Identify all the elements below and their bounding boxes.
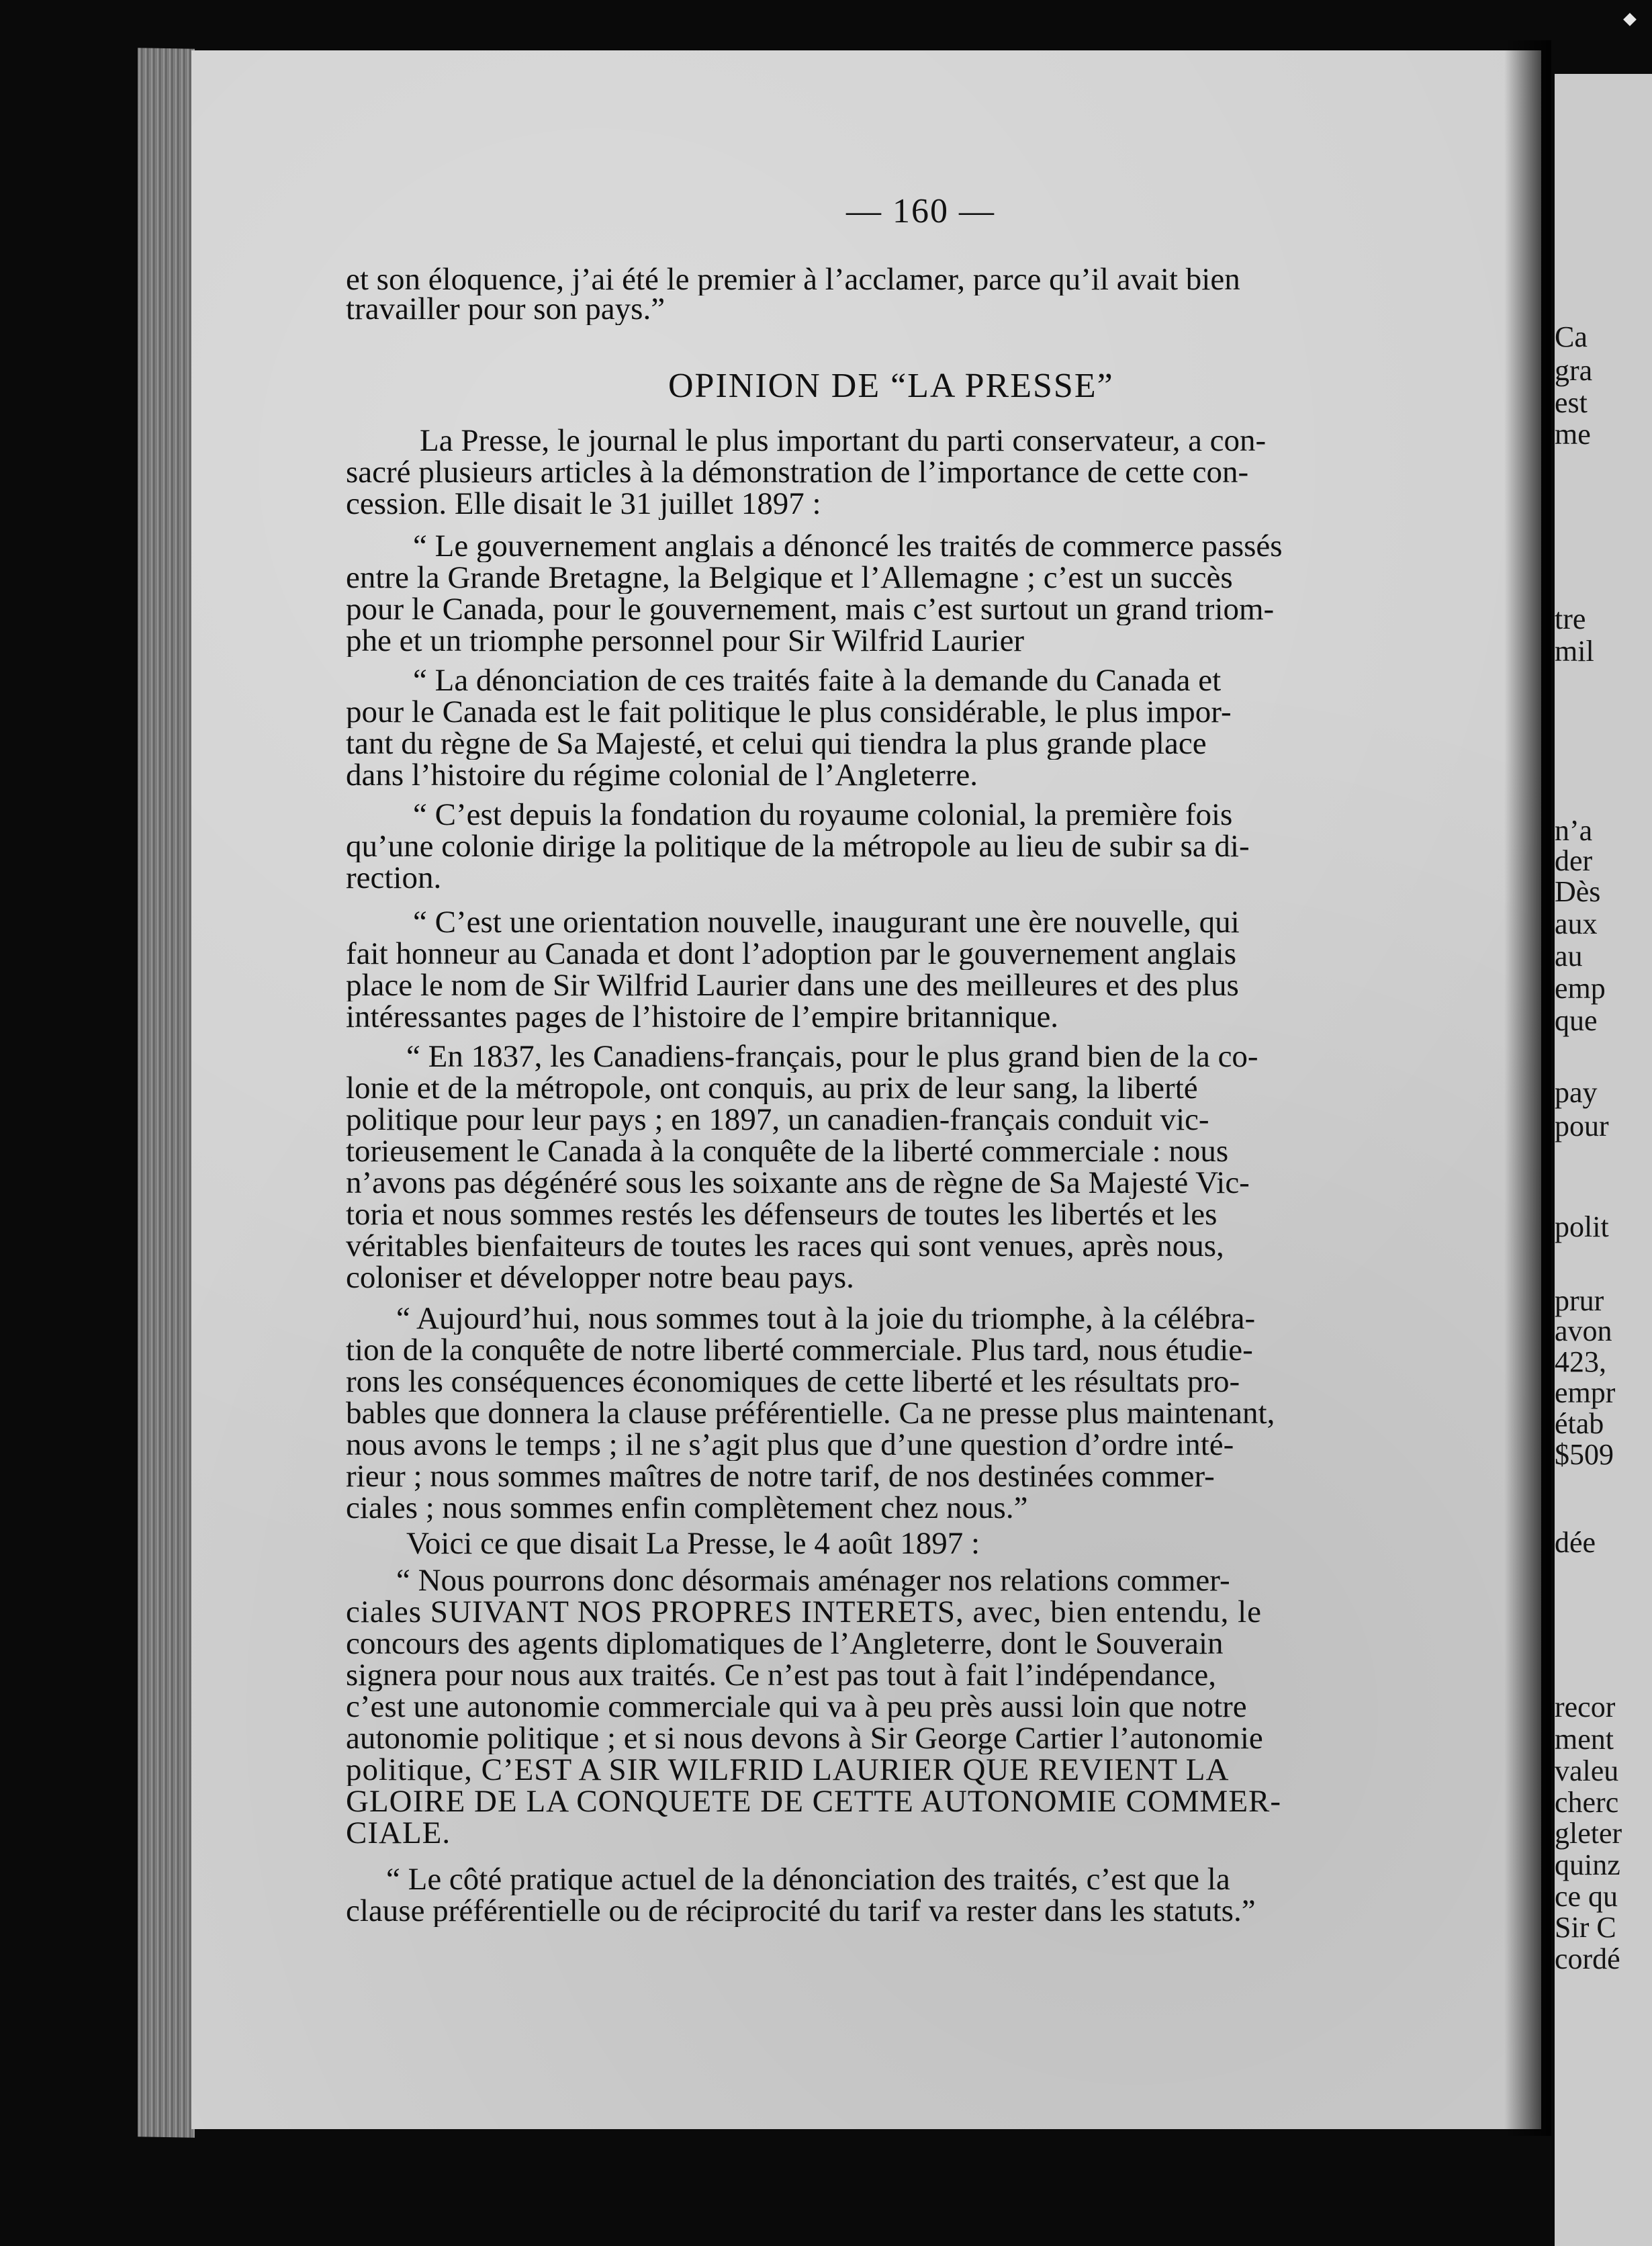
text-line: et son éloquence, j’ai été le premier à l’acclamer, parce qu’il avait bien	[346, 264, 1240, 296]
text-line: clause préférentielle ou de réciprocité du tarif va rester dans les statuts.”	[346, 1895, 1256, 1927]
section-heading: OPINION DE “LA PRESSE”	[668, 367, 1114, 405]
text-line: pour le Canada est le fait politique le plus considérable, le plus impor-	[346, 697, 1232, 728]
text-line: concours des agents diplomatiques de l’Angleterre, dont le Souverain	[346, 1628, 1224, 1660]
text-line: GLOIRE DE LA CONQUETE DE CETTE AUTONOMIE COMMER-	[346, 1786, 1282, 1817]
text-line: autonomie politique ; et si nous devons à Sir George Cartier l’autonomie	[346, 1723, 1263, 1754]
adjacent-page-fragment	[1555, 74, 1652, 2246]
text-line: “ Nous pourrons donc désormais aménager nos relations commer-	[396, 1565, 1230, 1597]
text-line: pour le Canada, pour le gouvernement, mais c’est surtout un grand triom-	[346, 594, 1275, 625]
fragment-line: valeu	[1555, 1754, 1619, 1787]
text-line: phe et un triomphe personnel pour Sir Wilfrid Laurier	[346, 625, 1025, 657]
fragment-line: Ca	[1555, 320, 1588, 353]
fragment-line: emp	[1555, 972, 1606, 1005]
text-line: “ Le côté pratique actuel de la dénonciation des traités, c’est que la	[386, 1864, 1230, 1895]
text-line: “ En 1837, les Canadiens-français, pour le plus grand bien de la co-	[406, 1041, 1258, 1073]
text-line: “ C’est une orientation nouvelle, inaugurant une ère nouvelle, qui	[413, 907, 1240, 938]
fragment-line: Dès	[1555, 875, 1601, 908]
text-line: place le nom de Sir Wilfrid Laurier dans une des meilleures et des plus	[346, 970, 1239, 1001]
text-line: fait honneur au Canada et dont l’adoption par le gouvernement anglais	[346, 938, 1237, 970]
text-line: intéressantes pages de l’histoire de l’empire britannique.	[346, 1001, 1059, 1033]
text-line: tion de la conquête de notre liberté commerciale. Plus tard, nous étudie-	[346, 1335, 1253, 1366]
text-line: sacré plusieurs articles à la démonstration de l’importance de cette con-	[346, 457, 1249, 488]
text-line: coloniser et développer notre beau pays.	[346, 1262, 854, 1294]
text-line: rons les conséquences économiques de cette liberté et les résultats pro-	[346, 1366, 1240, 1398]
text-line: entre la Grande Bretagne, la Belgique et l’Allemagne ; c’est un succès	[346, 562, 1233, 594]
text-line: signera pour nous aux traités. Ce n’est pas tout à fait l’indépendance,	[346, 1660, 1217, 1691]
fragment-line: der	[1555, 844, 1593, 877]
text-line: travailler pour son pays.”	[346, 294, 666, 325]
text-line: torieusement le Canada à la conquête de la liberté commerciale : nous	[346, 1136, 1229, 1167]
text-line: CIALE.	[346, 1817, 451, 1849]
text-line: ciales ; nous sommes enfin complètement chez nous.”	[346, 1492, 1028, 1524]
fragment-line: ce qu	[1555, 1880, 1618, 1913]
book-spine-shadow	[1504, 40, 1551, 2136]
fragment-line: gra	[1555, 354, 1593, 387]
text-line: qu’une colonie dirige la politique de la métropole au lieu de subir sa di-	[346, 831, 1250, 862]
text-line: “ C’est depuis la fondation du royaume colonial, la première fois	[413, 799, 1233, 831]
fragment-line: aux	[1555, 907, 1598, 940]
fragment-line: Sir C	[1555, 1911, 1616, 1944]
fragment-line: que	[1555, 1004, 1598, 1037]
text-line: c’est une autonomie commerciale qui va à peu près aussi loin que notre	[346, 1691, 1247, 1723]
text-line: “ La dénonciation de ces traités faite à la demande du Canada et	[413, 665, 1222, 697]
fragment-line: $509	[1555, 1438, 1614, 1471]
text-line: “ Le gouvernement anglais a dénoncé les traités de commerce passés	[413, 531, 1283, 562]
text-line: politique pour leur pays ; en 1897, un canadien-français conduit vic-	[346, 1104, 1209, 1136]
fragment-line: me	[1555, 418, 1591, 451]
text-line: nous avons le temps ; il ne s’agit plus que d’une question d’ordre inté-	[346, 1429, 1234, 1461]
fragment-line: tre	[1555, 602, 1586, 635]
fragment-line: polit	[1555, 1210, 1609, 1243]
fragment-line: cherc	[1555, 1786, 1619, 1819]
text-line: bables que donnera la clause préférentielle. Ca ne presse plus maintenant,	[346, 1398, 1275, 1429]
fragment-line: dée	[1555, 1526, 1596, 1559]
text-line: La Presse, le journal le plus important du parti conservateur, a con-	[420, 425, 1267, 457]
text-line: cession. Elle disait le 31 juillet 1897 :	[346, 488, 821, 520]
fragment-line: prur	[1555, 1284, 1604, 1317]
text-line: dans l’histoire du régime colonial de l’Angleterre.	[346, 760, 978, 791]
fragment-line: ment	[1555, 1723, 1614, 1756]
fragment-line: n’a	[1555, 814, 1593, 847]
fragment-line: mil	[1555, 635, 1594, 668]
fragment-line: étab	[1555, 1407, 1604, 1440]
text-line: rieur ; nous sommes maîtres de notre tarif, de nos destinées commer-	[346, 1461, 1215, 1492]
text-line: “ Aujourd’hui, nous sommes tout à la joie du triomphe, à la célébra-	[396, 1303, 1256, 1335]
text-line: lonie et de la métropole, ont conquis, au prix de leur sang, la liberté	[346, 1073, 1198, 1104]
fragment-line: pour	[1555, 1110, 1609, 1142]
text-line: Voici ce que disait La Presse, le 4 août 1897 :	[406, 1528, 980, 1560]
fragment-line: 423,	[1555, 1345, 1606, 1378]
text-line: véritables bienfaiteurs de toutes les races qui sont venues, après nous,	[346, 1230, 1224, 1262]
fragment-line: est	[1555, 386, 1588, 419]
fragment-line: empr	[1555, 1376, 1616, 1409]
fragment-line: au	[1555, 940, 1583, 973]
text-line: tant du règne de Sa Majesté, et celui qui tiendra la plus grande place	[346, 728, 1207, 760]
fragment-line: pay	[1555, 1076, 1598, 1109]
book-page-edges	[138, 48, 195, 2137]
page-number: — 160 —	[846, 192, 995, 230]
fragment-line: cordé	[1555, 1942, 1620, 1975]
text-line: politique, C’EST A SIR WILFRID LAURIER QUE REVIENT LA	[346, 1754, 1230, 1786]
text-line: n’avons pas dégénéré sous les soixante ans de règne de Sa Majesté Vic-	[346, 1167, 1250, 1199]
text-line: rection.	[346, 862, 442, 894]
fragment-line: avon	[1555, 1314, 1612, 1347]
fragment-line: quinz	[1555, 1848, 1620, 1881]
fragment-line: gleter	[1555, 1817, 1622, 1850]
fragment-line: recor	[1555, 1691, 1616, 1723]
text-line: toria et nous sommes restés les défenseurs de toutes les libertés et les	[346, 1199, 1218, 1230]
text-line: ciales SUIVANT NOS PROPRES INTERETS, avec, bien entendu, le	[346, 1597, 1263, 1628]
